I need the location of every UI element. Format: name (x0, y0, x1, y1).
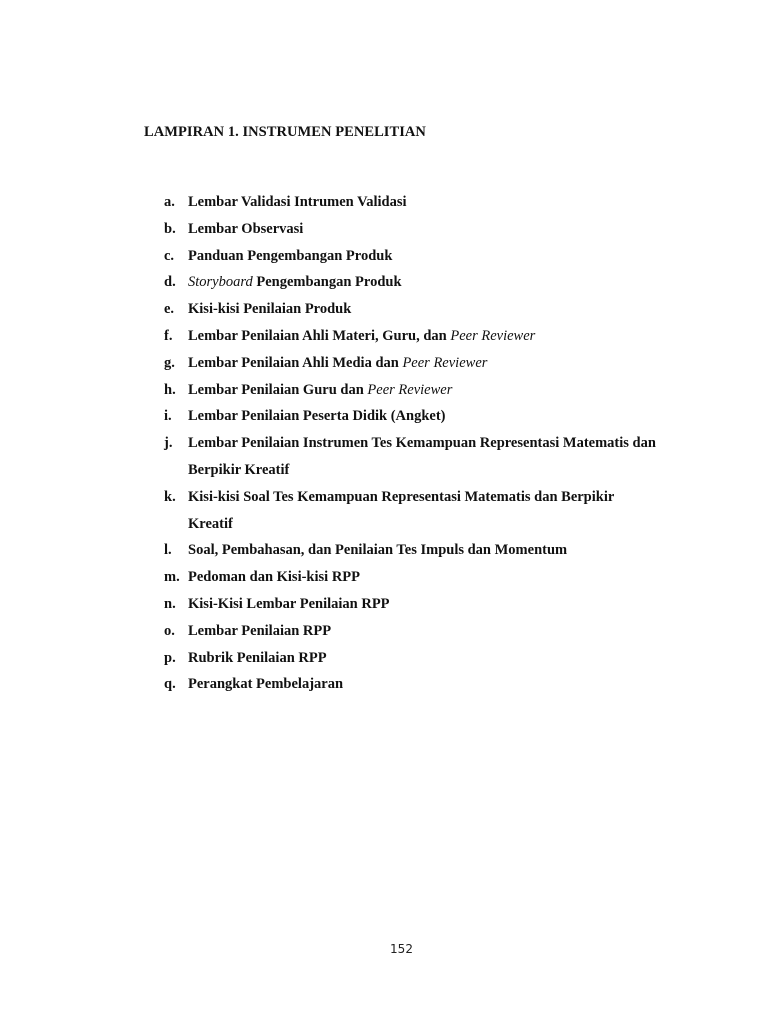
list-item (160, 618, 660, 645)
list-item-text (188, 618, 660, 645)
list-item (160, 537, 660, 564)
list-item-italic-term: Peer Reviewer (367, 381, 453, 398)
list-item (160, 216, 660, 243)
list-item-letter: l. (164, 542, 172, 559)
list-item-text-segment: Lembar Penilaian RPP (188, 622, 332, 639)
list-item-text (188, 216, 660, 243)
list-item-letter: m. (164, 569, 180, 586)
list-item-text-segment: Lembar Penilaian Guru dan (188, 381, 368, 398)
list-item-text (188, 189, 660, 216)
list-item (160, 430, 660, 484)
list-item-letter: q. (164, 676, 176, 693)
list-item-letter: h. (164, 381, 176, 398)
list-item-text-segment: Panduan Pengembangan Produk (188, 247, 393, 264)
list-item-letter: f. (164, 327, 173, 344)
list-item-text (188, 350, 660, 377)
list-item-letter: g. (164, 354, 175, 371)
list-item-letter: c. (164, 247, 175, 264)
list-item-text (188, 403, 660, 430)
list-item-text (188, 671, 660, 698)
list-item-letter: k. (164, 488, 176, 505)
list-item-text (188, 564, 660, 591)
list-item (160, 564, 660, 591)
list-item (160, 296, 660, 323)
list-item-text (188, 296, 660, 323)
list-item-text-segment: Perangkat Pembelajaran (188, 676, 344, 693)
list-item-letter: a. (164, 194, 175, 210)
page-title: LAMPIRAN 1. INSTRUMEN PENELITIAN (144, 124, 426, 140)
list-item-text (188, 323, 660, 350)
list-item-text (188, 591, 660, 618)
list-item (160, 591, 660, 618)
list-item-text-segment: Kisi-kisi Soal Tes Kemampuan Representasi Matematis dan Berpikir Kreatif (188, 488, 615, 532)
list-item (160, 645, 660, 672)
list-item-letter: o. (164, 622, 175, 639)
list-item-text-segment: Pedoman dan Kisi-kisi RPP (188, 569, 361, 586)
list-item-text-segment: Lembar Validasi Intrumen Validasi (188, 194, 407, 210)
list-item-text-segment: Pengembangan Produk (252, 274, 402, 291)
page-number: 152 (390, 942, 413, 956)
list-item-text (188, 377, 660, 404)
list-item-italic-term: Peer Reviewer (450, 327, 536, 344)
list-item-text-segment: Lembar Penilaian Peserta Didik (Angket) (188, 408, 446, 425)
list-item (160, 484, 660, 538)
list-item-text (188, 430, 660, 484)
list-item-text-segment: Kisi-kisi Penilaian Produk (188, 301, 352, 318)
list-item (160, 671, 660, 698)
list-item-text (188, 645, 660, 672)
list-item-italic-term: Peer Reviewer (402, 354, 488, 371)
list-item-text-segment: Lembar Penilaian Instrumen Tes Kemampuan Representasi Matematis dan Berpikir Kreatif (188, 435, 656, 478)
list-item-text-segment: Lembar Observasi (188, 220, 304, 237)
list-item-letter: i. (164, 408, 172, 425)
list-item-text (188, 243, 660, 270)
list-item (160, 189, 660, 216)
list-item (160, 323, 660, 350)
list-item-text-segment: Rubrik Penilaian RPP (188, 649, 327, 666)
list-item-text-segment: Lembar Penilaian Ahli Materi, Guru, dan (188, 327, 451, 344)
list-item (160, 269, 660, 296)
list-item-letter: p. (164, 649, 176, 666)
list-item-letter: j. (164, 435, 173, 452)
list-item (160, 350, 660, 377)
instrument-list (160, 189, 660, 698)
list-item-text (188, 537, 660, 564)
list-item-text-segment: Soal, Pembahasan, dan Penilaian Tes Impuls dan Momentum (188, 542, 568, 559)
list-item (160, 403, 660, 430)
list-item-italic-term: Storyboard (188, 274, 253, 291)
list-item-text (188, 484, 660, 538)
list-item-text (188, 269, 660, 296)
list-item-letter: n. (164, 595, 176, 612)
list-item-letter: b. (164, 220, 176, 237)
list-item-text-segment: Lembar Penilaian Ahli Media dan (188, 354, 403, 371)
list-item (160, 377, 660, 404)
list-item (160, 243, 660, 270)
list-item-letter: e. (164, 301, 175, 318)
list-item-text-segment: Kisi-Kisi Lembar Penilaian RPP (188, 595, 390, 612)
list-item-letter: d. (164, 274, 176, 291)
